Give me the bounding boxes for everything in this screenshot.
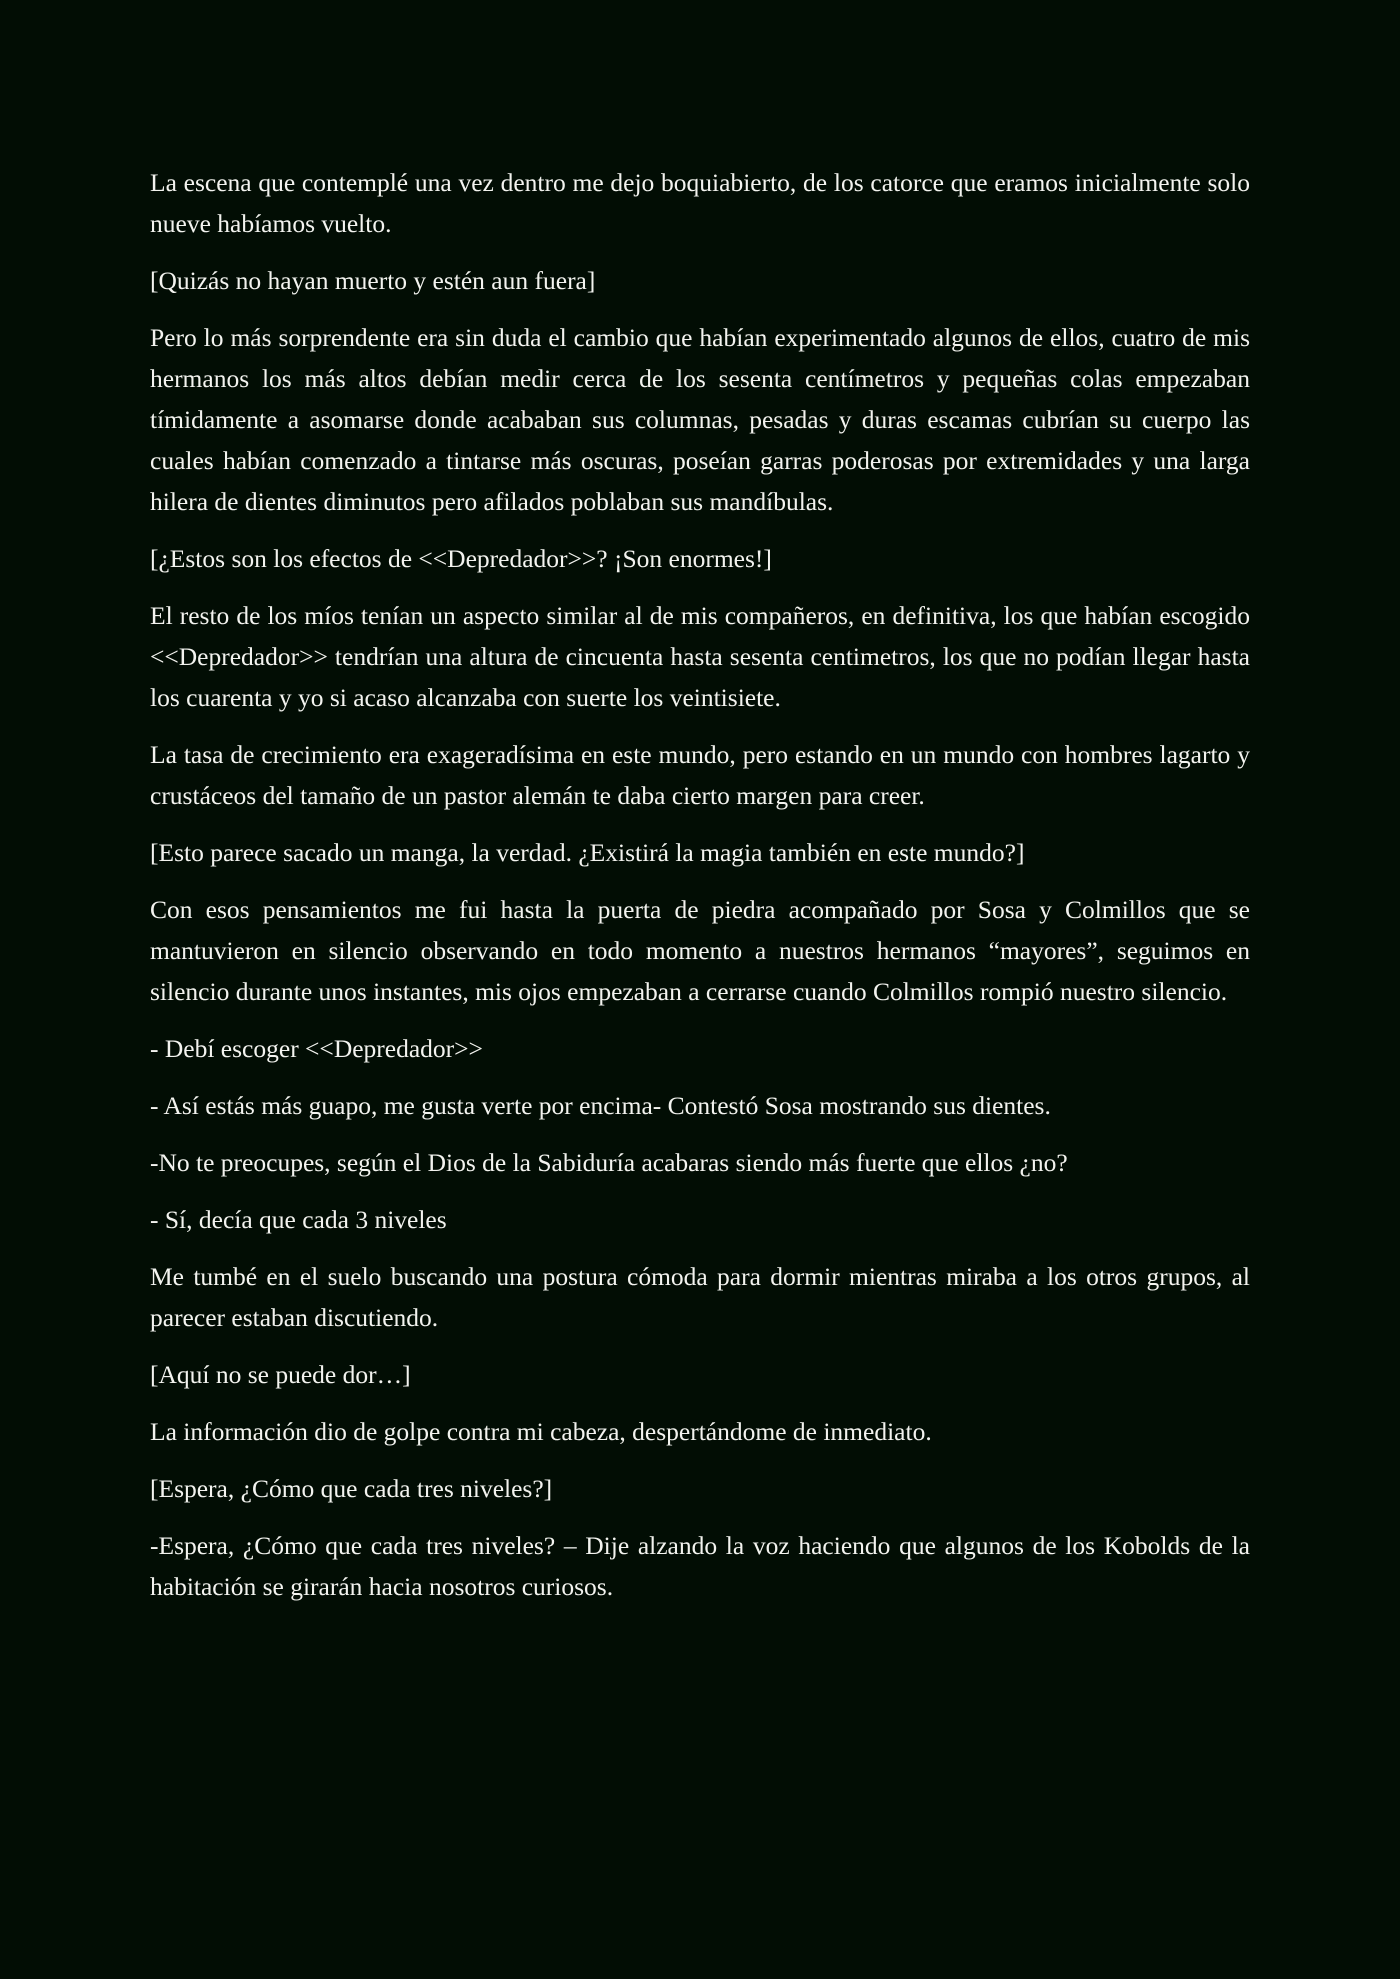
dialogue-line: -No te preocupes, según el Dios de la Sabiduría acabaras siendo más fuerte que ellos ¿no?: [150, 1148, 1068, 1177]
dialogue-line: - Así estás más guapo, me gusta verte por encima- Contestó Sosa mostrando sus dientes.: [150, 1091, 1051, 1120]
dialogue-line: - Debí escoger <<Depredador>>: [150, 1034, 483, 1063]
paragraph: Me tumbé en el suelo buscando una postura cómoda para dormir mientras miraba a los otros grupos, al parecer estaban discutiendo.: [150, 1262, 1250, 1332]
dialogue-line: -Espera, ¿Cómo que cada tres niveles? – Dije alzando la voz haciendo que algunos de los Kobolds de la habitación se girarán hacia nosotros curiosos.: [150, 1531, 1250, 1601]
thought-line: [¿Estos son los efectos de <<Depredador>>? ¡Son enormes!]: [150, 544, 772, 573]
dialogue-line: - Sí, decía que cada 3 niveles: [150, 1205, 447, 1234]
thought-line: [Aquí no se puede dor…]: [150, 1360, 411, 1389]
paragraph: El resto de los míos tenían un aspecto similar al de mis compañeros, en definitiva, los que habían escogido <<Depredador>> tendrían una altura de cincuenta hasta sesenta centimetros, los que no podían llegar hasta los cuarenta y yo si acaso alcanzaba con suerte los veintisiete.: [150, 601, 1250, 712]
paragraph: La tasa de crecimiento era exageradísima en este mundo, pero estando en un mundo con hombres lagarto y crustáceos del tamaño de un pastor alemán te daba cierto margen para creer.: [150, 740, 1250, 810]
paragraph: La información dio de golpe contra mi cabeza, despertándome de inmediato.: [150, 1417, 932, 1446]
thought-line: [Quizás no hayan muerto y estén aun fuera]: [150, 266, 596, 295]
paragraph: La escena que contemplé una vez dentro me dejo boquiabierto, de los catorce que eramos inicialmente solo nueve habíamos vuelto.: [150, 168, 1250, 238]
thought-line: [Espera, ¿Cómo que cada tres niveles?]: [150, 1474, 553, 1503]
document-page: [150, 162, 1250, 1623]
paragraph: Con esos pensamientos me fui hasta la puerta de piedra acompañado por Sosa y Colmillos que se mantuvieron en silencio observando en todo momento a nuestros hermanos “mayores”, seguimos en silencio durante unos instantes, mis ojos empezaban a cerrarse cuando Colmillos rompió nuestro silencio.: [150, 895, 1250, 1006]
paragraph: Pero lo más sorprendente era sin duda el cambio que habían experimentado algunos de ellos, cuatro de mis hermanos los más altos debían medir cerca de los sesenta centímetros y pequeñas colas empezaban tímidamente a asomarse donde acababan sus columnas, pesadas y duras escamas cubrían su cuerpo las cuales habían comenzado a tintarse más oscuras, poseían garras poderosas por extremidades y una larga hilera de dientes diminutos pero afilados poblaban sus mandíbulas.: [150, 323, 1250, 516]
thought-line: [Esto parece sacado un manga, la verdad. ¿Existirá la magia también en este mundo?]: [150, 838, 1025, 867]
